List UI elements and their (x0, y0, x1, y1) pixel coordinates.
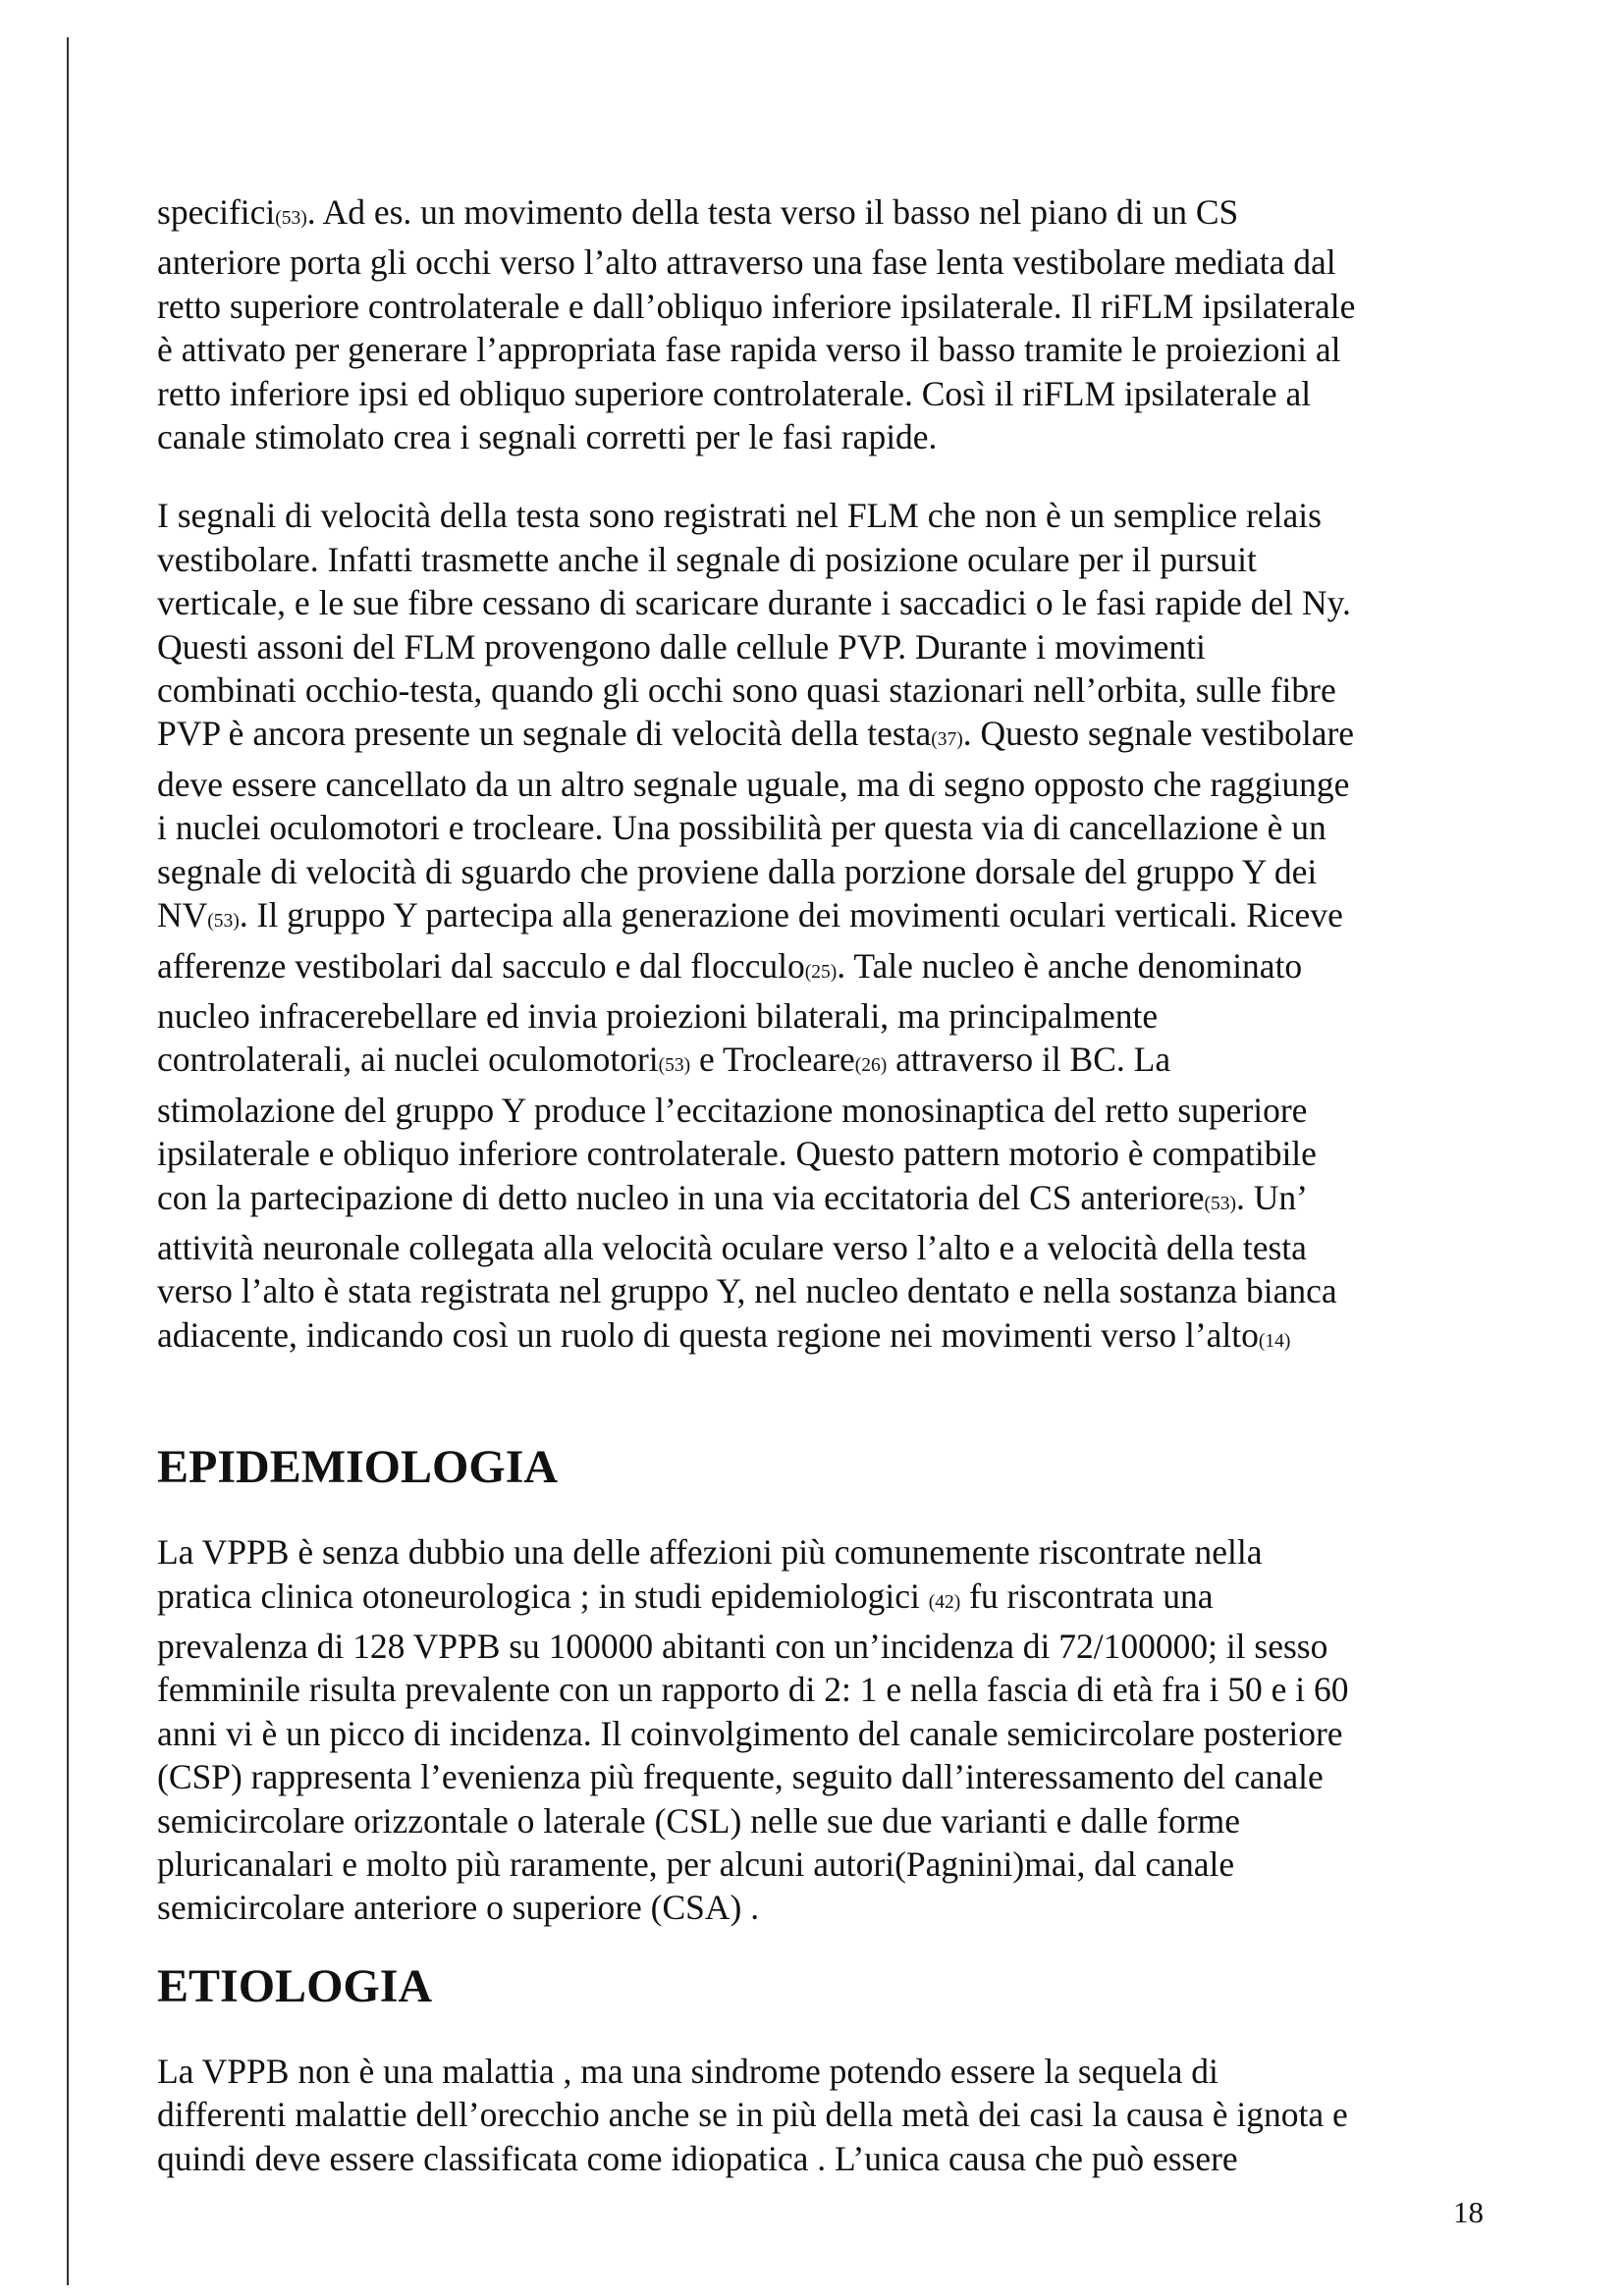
text-run: deve essere cancellato da un altro segnale uguale, ma di segno opposto che raggiunge (157, 764, 1350, 804)
text-line (157, 538, 1492, 581)
text-run: . Un’ (1236, 1177, 1309, 1217)
paragraph-1 (157, 190, 1492, 458)
text-line (157, 668, 1492, 712)
text-run: con la partecipazione di detto nucleo in una via eccitatoria del CS anteriore (157, 1177, 1205, 1217)
text-line (157, 625, 1492, 668)
text-run: anni vi è un picco di incidenza. Il coinvolgimento del canale semicircolare posteriore (157, 1713, 1343, 1753)
text-run: adiacente, indicando così un ruolo di questa regione nei movimenti verso l’alto (157, 1314, 1259, 1355)
text-line (157, 944, 1492, 994)
text-line (157, 285, 1492, 328)
text-line (157, 1575, 1492, 1625)
text-run: . Questo segnale vestibolare (962, 714, 1355, 754)
text-run: La VPPB è senza dubbio una delle affezioni più comunemente riscontrate nella (157, 1532, 1263, 1573)
text-run: La VPPB non è una malattia , ma una sindrome potendo essere la sequela di (157, 2051, 1218, 2091)
text-line (157, 712, 1492, 762)
citation-ref: (53) (1204, 1193, 1237, 1214)
text-run: . Tale nucleo è anche denominato (837, 945, 1303, 986)
text-run: nucleo infracerebellare ed invia proiezioni bilaterali, ma principalmente (157, 995, 1159, 1036)
text-line (157, 1176, 1492, 1226)
citation-ref: (42) (928, 1591, 961, 1613)
text-line (157, 328, 1492, 371)
text-run: verticale, e le sue fibre cessano di scaricare durante i saccadici o le fasi rapide del Ny. (157, 583, 1351, 623)
text-line (157, 1089, 1492, 1132)
text-line (157, 806, 1492, 849)
text-run: canale stimolato crea i segnali corretti per le fasi rapide. (157, 417, 938, 457)
text-run: quindi deve essere classificata come idiopatica . L’unica causa che può essere (157, 2138, 1238, 2178)
text-run: prevalenza di 128 VPPB su 100000 abitanti con un’incidenza di 72/100000; il sesso (157, 1626, 1328, 1666)
text-run: i nuclei oculomotori e trocleare. Una possibilità per questa via di cancellazione è un (157, 808, 1326, 848)
text-line (157, 240, 1492, 284)
text-run: NV (157, 895, 208, 935)
text-run: femminile risulta prevalente con un rapporto di 2: 1 e nella fascia di età fra i 50 e i 60 (157, 1670, 1349, 1710)
text-run: (CSP) rappresenta l’evenienza più frequente, seguito dall’interessamento del canale (157, 1757, 1324, 1797)
paragraph-4 (157, 2050, 1492, 2180)
text-run: anteriore porta gli occhi verso l’alto attraverso una fase lenta vestibolare mediata dal (157, 242, 1336, 283)
paragraph-3 (157, 1530, 1492, 1930)
citation-ref: (53) (207, 911, 240, 933)
text-line (157, 2050, 1492, 2093)
text-line (157, 1668, 1492, 1711)
text-line (157, 893, 1492, 943)
text-line (157, 494, 1492, 537)
text-run: . Ad es. un movimento della testa verso il basso nel piano di un CS (306, 192, 1239, 232)
text-run: semicircolare anteriore o superiore (CSA) . (157, 1888, 760, 1928)
text-line (157, 850, 1492, 893)
citation-ref: (53) (658, 1055, 691, 1077)
text-line (157, 994, 1492, 1038)
page-content (157, 190, 1492, 2180)
text-line (157, 1625, 1492, 1668)
text-line (157, 581, 1492, 624)
heading-etiologia: ETIOLOGIA (157, 1959, 433, 2012)
text-line (157, 1038, 1492, 1088)
text-run: differenti malattie dell’orecchio anche se in più della metà dei casi la causa è ignota e (157, 2095, 1348, 2135)
text-run: afferenze vestibolari dal sacculo e dal flocculo (157, 945, 805, 986)
text-run: specifici (157, 192, 276, 232)
text-run: fu riscontrata una (960, 1575, 1214, 1616)
text-run: controlaterali, ai nuclei oculomotori (157, 1040, 659, 1080)
paragraph-2 (157, 494, 1492, 1363)
text-line (157, 1269, 1492, 1312)
text-run: stimolazione del gruppo Y produce l’eccitazione monosinaptica del retto superiore (157, 1090, 1308, 1130)
text-line (157, 1530, 1492, 1574)
text-line (157, 2137, 1492, 2180)
citation-ref: (26) (854, 1055, 888, 1077)
text-line (157, 415, 1492, 458)
text-run: . Il gruppo Y partecipa alla generazione dei movimenti oculari verticali. Riceve (239, 895, 1343, 935)
text-run: attività neuronale collegata alla velocità oculare verso l’alto e a velocità della testa (157, 1227, 1307, 1267)
text-run: attraverso il BC. La (887, 1040, 1171, 1080)
text-run: ipsilaterale e obliquo inferiore controlaterale. Questo pattern motorio è compatibile (157, 1134, 1317, 1174)
text-line (157, 372, 1492, 415)
text-run: pratica clinica otoneurologica ; in studi epidemiologici (157, 1575, 929, 1616)
text-line (157, 763, 1492, 806)
citation-ref: (37) (931, 729, 963, 751)
text-run: segnale di velocità di sguardo che proviene dalla porzione dorsale del gruppo Y dei (157, 851, 1318, 891)
heading-epidemiologia: EPIDEMIOLOGIA (157, 1441, 559, 1494)
text-run: retto superiore controlaterale e dall’obliquo inferiore ipsilaterale. Il riFLM ipsilaterale (157, 286, 1356, 326)
text-line (157, 1313, 1492, 1363)
citation-ref: (25) (804, 961, 838, 983)
text-line (157, 1755, 1492, 1798)
text-run: vestibolare. Infatti trasmette anche il segnale di posizione oculare per il pursuit (157, 539, 1257, 579)
text-run: semicircolare orizzontale o laterale (CSL) nelle sue due varianti e dalle forme (157, 1800, 1240, 1841)
text-line (157, 1799, 1492, 1842)
text-run: verso l’alto è stata registrata nel gruppo Y, nel nucleo dentato e nella sostanza bianca (157, 1271, 1337, 1311)
text-run: retto inferiore ipsi ed obliquo superiore controlaterale. Così il riFLM ipsilaterale al (157, 373, 1312, 413)
citation-ref: (14) (1258, 1330, 1291, 1352)
text-line (157, 1226, 1492, 1269)
text-line (157, 1132, 1492, 1175)
text-run: e Trocleare (690, 1040, 855, 1080)
text-line (157, 1886, 1492, 1929)
page-number: 18 (1453, 2195, 1484, 2229)
text-line (157, 190, 1492, 240)
margin-rule (67, 37, 69, 2285)
text-run: Questi assoni del FLM provengono dalle cellule PVP. Durante i movimenti (157, 626, 1206, 667)
text-run: combinati occhio-testa, quando gli occhi sono quasi stazionari nell’orbita, sulle fibre (157, 670, 1336, 711)
text-line (157, 1712, 1492, 1755)
text-line (157, 2093, 1492, 2136)
text-line (157, 1842, 1492, 1886)
citation-ref: (53) (275, 208, 307, 229)
text-run: pluricanalari e molto più raramente, per alcuni autori(Pagnini)mai, dal canale (157, 1844, 1235, 1884)
text-run: è attivato per generare l’appropriata fase rapida verso il basso tramite le proiezioni al (157, 330, 1341, 370)
text-run: I segnali di velocità della testa sono registrati nel FLM che non è un semplice relais (157, 496, 1322, 536)
text-run: PVP è ancora presente un segnale di velocità della testa (157, 714, 932, 754)
